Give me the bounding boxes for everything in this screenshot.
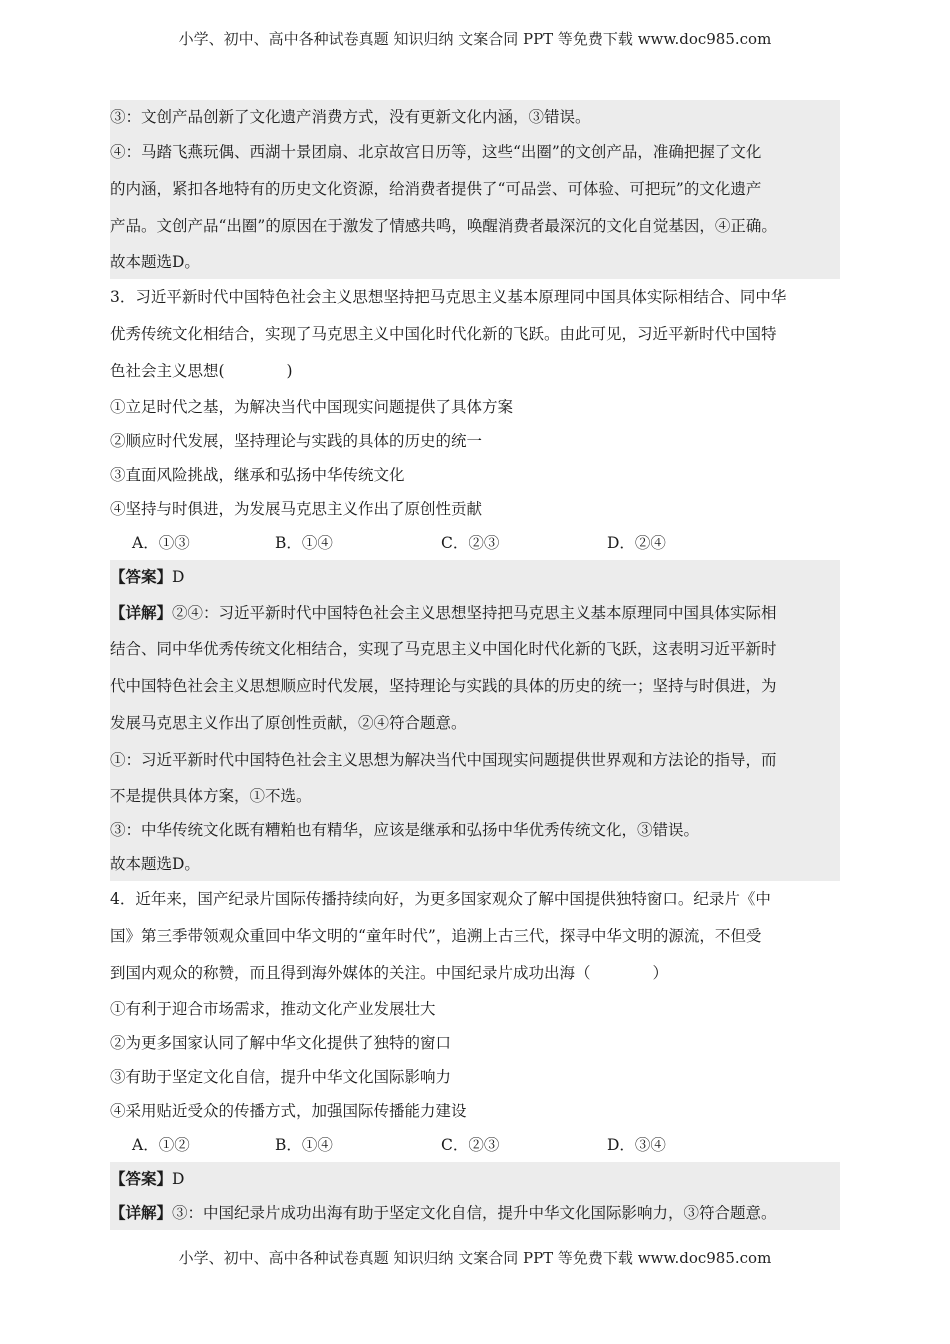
option-b: B．①④ (275, 1136, 333, 1154)
option-c: C．②③ (441, 534, 500, 552)
answer-value: D (172, 1170, 185, 1188)
statement-item: ③直面风险挑战，继承和弘扬中华传统文化 (110, 466, 405, 484)
detail-text: ③：中国纪录片成功出海有助于坚定文化自信，提升中华文化国际影响力，③符合题意。 (172, 1204, 777, 1222)
answer-line (110, 560, 840, 594)
option-d: D．③④ (607, 1136, 666, 1154)
question-3 (110, 279, 840, 881)
detail-line (110, 594, 840, 631)
statement-item: ①有利于迎合市场需求，推动文化产业发展壮大 (110, 1000, 436, 1018)
question-stem: 优秀传统文化相结合，实现了马克思主义中国化时代化新的飞跃。由此可见，习近平新时代中国特 (110, 325, 777, 343)
detail-line: 不是提供具体方案，①不选。 (110, 787, 312, 805)
answer-label: 【答案】 (110, 567, 173, 586)
option-a: A．①③ (132, 534, 190, 552)
document-body (110, 100, 840, 1230)
option-b: B．①④ (275, 534, 333, 552)
detail-line: 故本题选D。 (110, 855, 200, 873)
detail-line: ①：习近平新时代中国特色社会主义思想为解决当代中国现实问题提供世界观和方法论的指导，而 (110, 751, 777, 769)
detail-line: 发展马克思主义作出了原创性贡献，②④符合题意。 (110, 714, 467, 732)
answer-value: D (172, 568, 185, 586)
answer-explanation (110, 1162, 840, 1230)
detail-line: 代中国特色社会主义思想顺应时代发展，坚持理论与实践的具体的历史的统一；坚持与时俱进，为 (110, 677, 777, 695)
detail-line: 结合、同中华优秀传统文化相结合，实现了马克思主义中国化时代化新的飞跃，这表明习近平新时 (110, 640, 777, 658)
text-line: ③：文创产品创新了文化遗产消费方式，没有更新文化内涵，③错误。 (110, 108, 591, 126)
answer-options (110, 1128, 840, 1162)
previous-explanation (110, 100, 840, 279)
option-a: A．①② (132, 1136, 190, 1154)
detail-line (110, 1196, 840, 1230)
question-stem: 色社会主义思想( ) (110, 362, 293, 380)
answer-line (110, 1162, 840, 1196)
question-stem: 国》第三季带领观众重回中华文明的“童年时代”，追溯上古三代，探寻中华文明的源流，不但受 (110, 927, 762, 945)
answer-options (110, 526, 840, 560)
question-stem: 到国内观众的称赞，而且得到海外媒体的关注。中国纪录片成功出海（ ） (110, 964, 669, 982)
text-line: 产品。文创产品“出圈”的原因在于激发了情感共鸣，唤醒消费者最深沉的文化自觉基因，④正确。 (110, 217, 777, 235)
statement-item: ③有助于坚定文化自信，提升中华文化国际影响力 (110, 1068, 452, 1086)
option-d: D．②④ (607, 534, 666, 552)
statement-item: ②为更多国家认同了解中华文化提供了独特的窗口 (110, 1034, 452, 1052)
question-stem: 3．习近平新时代中国特色社会主义思想坚持把马克思主义基本原理同中国具体实际相结合、同中华 (110, 288, 787, 306)
detail-label: 【详解】 (110, 1203, 173, 1222)
text-line: 故本题选D。 (110, 253, 200, 271)
option-c: C．②③ (441, 1136, 500, 1154)
detail-text: ②④：习近平新时代中国特色社会主义思想坚持把马克思主义基本原理同中国具体实际相 (172, 604, 777, 622)
question-4 (110, 881, 840, 1230)
statement-item: ②顺应时代发展，坚持理论与实践的具体的历史的统一 (110, 432, 483, 450)
statement-item: ④坚持与时俱进，为发展马克思主义作出了原创性贡献 (110, 500, 483, 518)
statement-item: ④采用贴近受众的传播方式，加强国际传播能力建设 (110, 1102, 467, 1120)
question-stem: 4．近年来，国产纪录片国际传播持续向好，为更多国家观众了解中国提供独特窗口。纪录片《中 (110, 890, 771, 908)
detail-line: ③：中华传统文化既有糟粕也有精华，应该是继承和弘扬中华优秀传统文化，③错误。 (110, 821, 700, 839)
answer-label: 【答案】 (110, 1169, 173, 1188)
statement-item: ①立足时代之基，为解决当代中国现实问题提供了具体方案 (110, 398, 514, 416)
page-footer: 小学、初中、高中各种试卷真题 知识归纳 文案合同 PPT 等免费下载 www.doc985.com (178, 1249, 772, 1267)
answer-explanation (110, 560, 840, 881)
detail-label: 【详解】 (110, 603, 173, 622)
page-header: 小学、初中、高中各种试卷真题 知识归纳 文案合同 PPT 等免费下载 www.doc985.com (178, 30, 772, 48)
text-line: ④：马踏飞燕玩偶、西湖十景团扇、北京故宫日历等，这些“出圈”的文创产品，准确把握了文化 (110, 143, 762, 161)
text-line: 的内涵，紧扣各地特有的历史文化资源，给消费者提供了“可品尝、可体验、可把玩”的文化遗产 (110, 180, 762, 198)
